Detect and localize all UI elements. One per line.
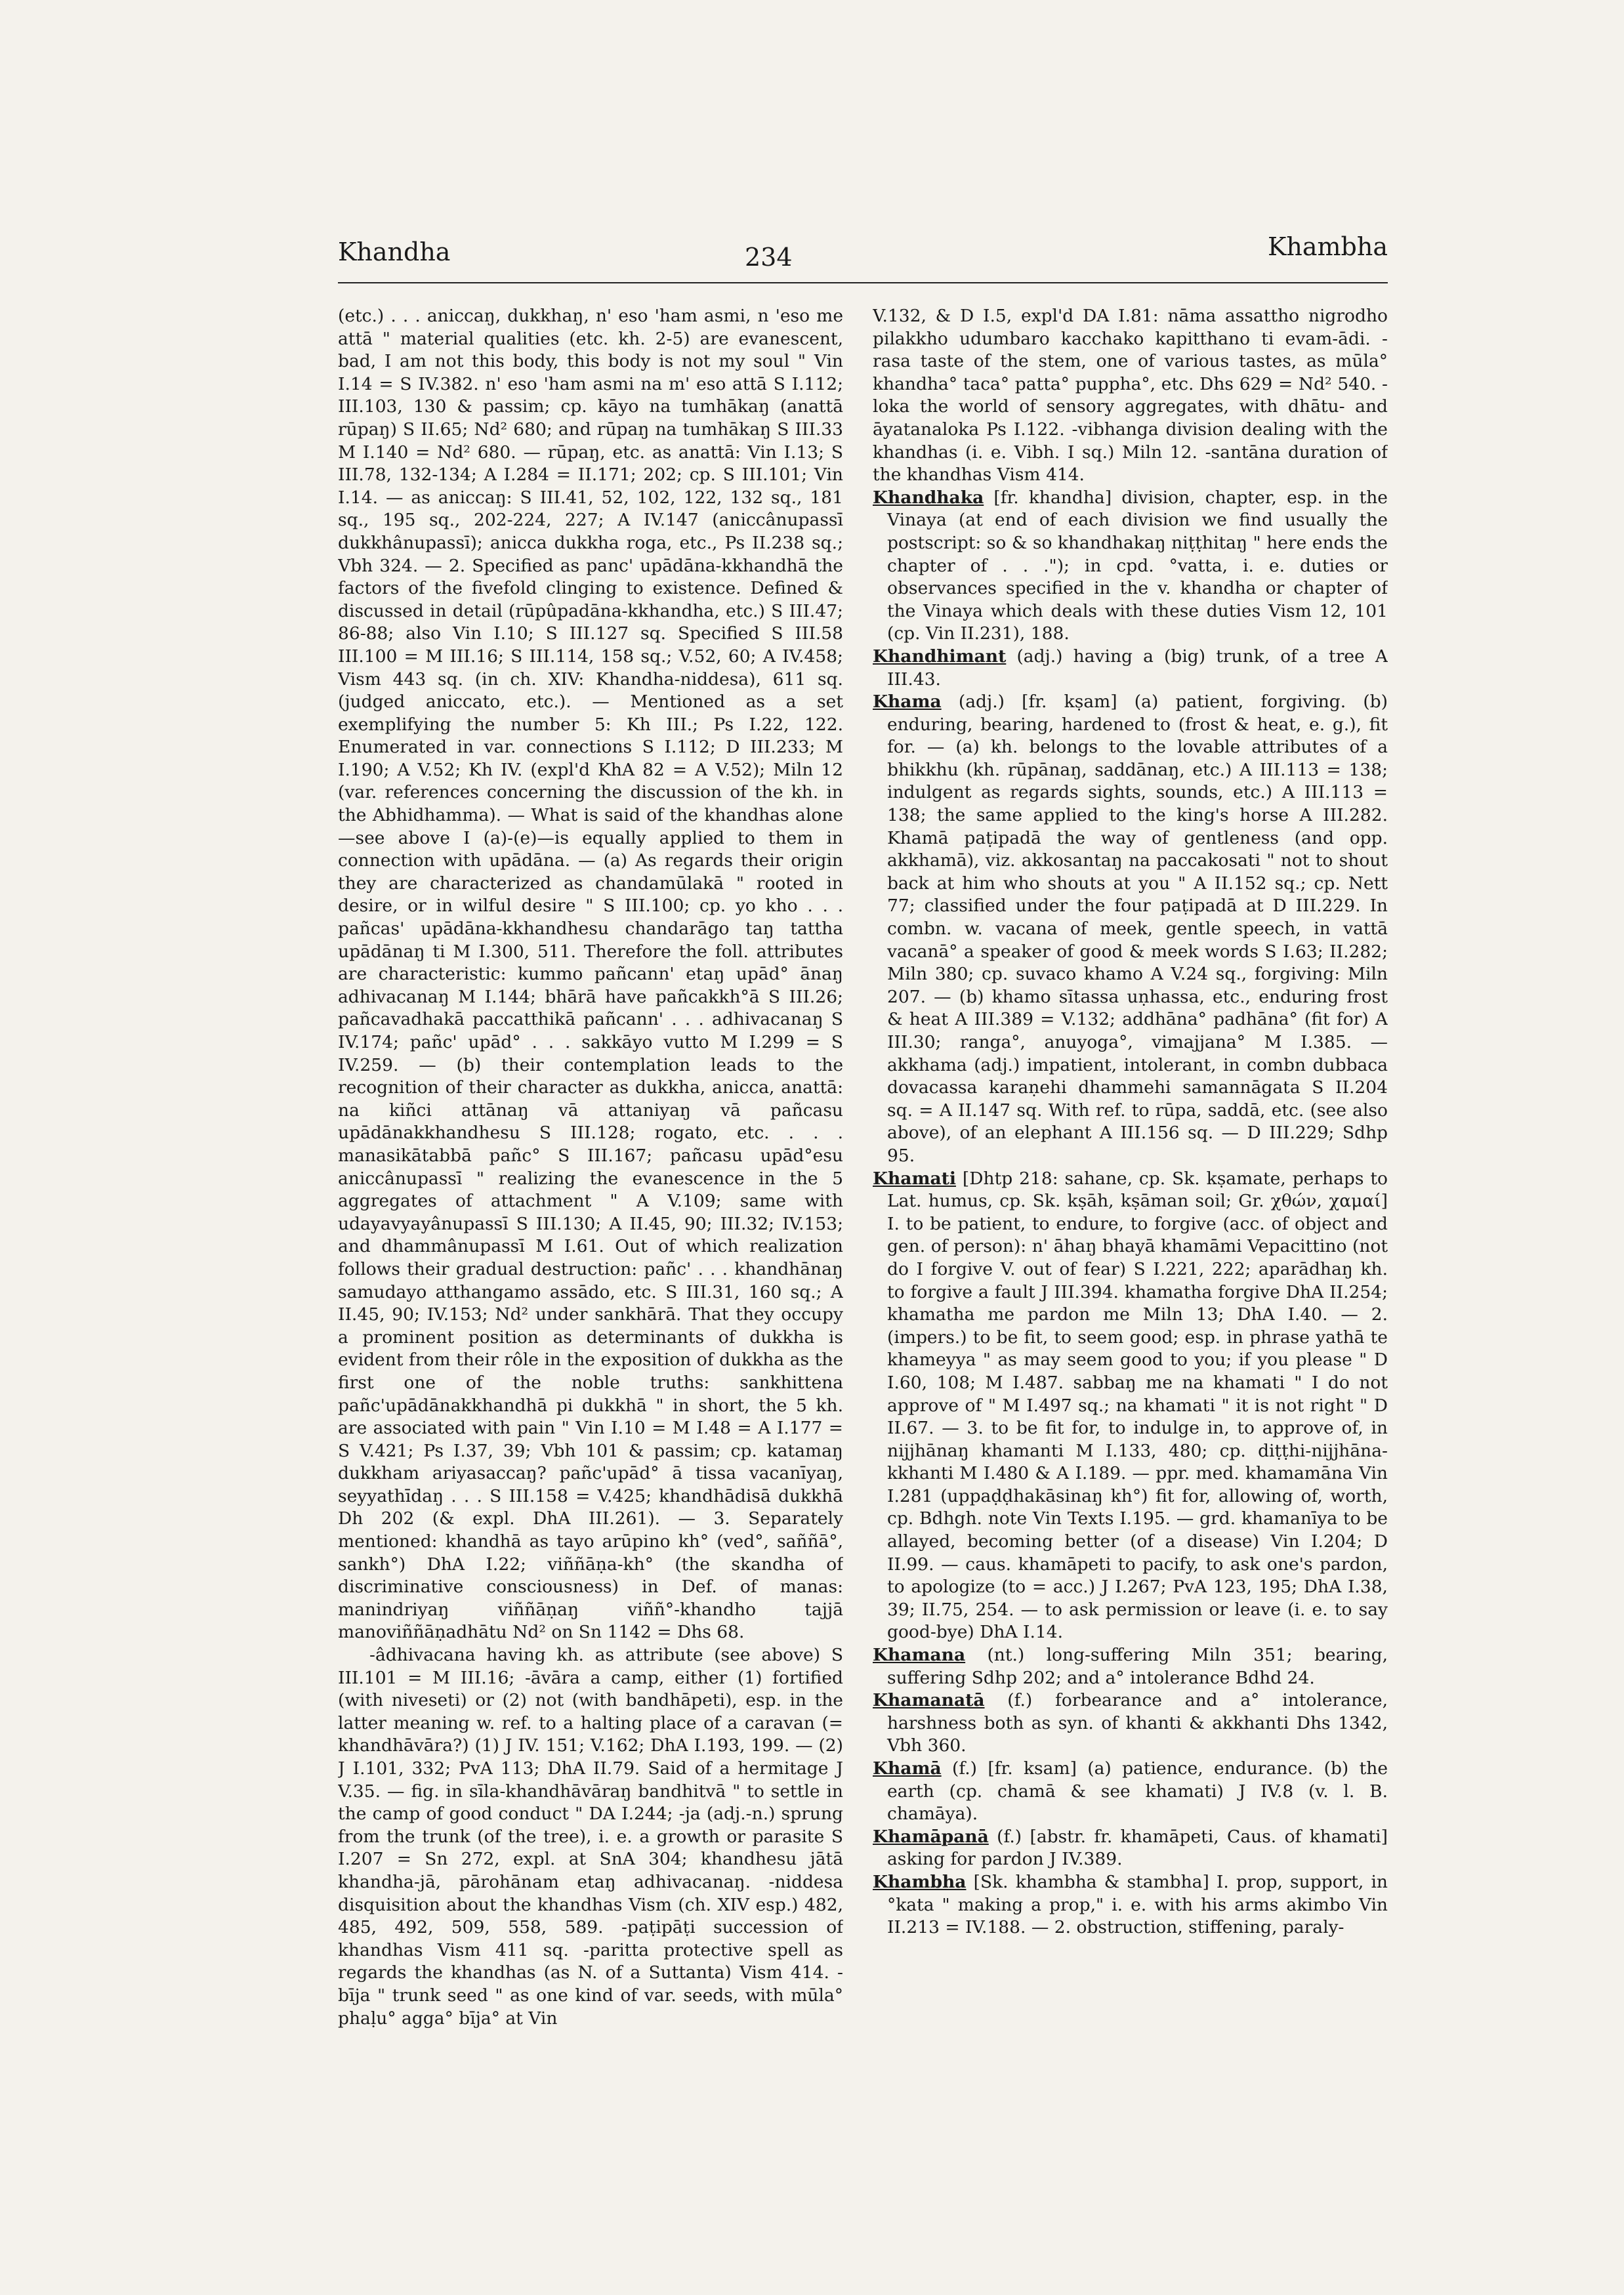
headword-khamapana: Khamāpanā (873, 1826, 989, 1847)
definition-khamanata: (f.) forbearance and a° intolerance, harshness both as syn. of khanti & akkhanti Dhs 1342, Vbh 360. (887, 1690, 1388, 1756)
header-rule (338, 282, 1388, 283)
definition-khama: (adj.) [fr. kṣam] (a) patient, forgiving. (b) enduring, bearing, hardened to (frost & heat, e. g.), fit for. — (a) kh. belongs to the lovable attributes of a bhikkhu (kh. rūpānaŋ, saddānaŋ, etc.) A III.113 = 138; indulgent as regards sights, sounds, etc.) A III.113 = 138; the same applied to the king's horse A III.282. Khamā paṭipadā the way of gentleness (and opp. akkhamā), viz. akkosantaŋ na paccakosati " not to shout back at him who shouts at you " A II.152 sq.; cp. Nett 77; classified under the four paṭipadā at D III.229. In combn. w. vacana of meek, gentle speech, in vattā vacanā° a speaker of good & meek words S I.63; II.282; Miln 380; cp. suvaco khamo A V.24 sq., forgiving: Miln 207. — (b) khamo sītassa uṇhassa, etc., enduring frost & heat A III.389 = V.132; addhāna° padhāna° (fit for) A III.30; ranga°, anuyoga°, vimajjana° M I.385. — akkhama (adj.) impatient, intolerant, in combn dubbaca dovacassa karaṇehi dhammehi samannāgata S II.204 sq. = A II.147 sq. With ref. to rūpa, saddā, etc. (see also above), of an elephant A III.156 sq. — D III.229; Sdhp 95. (887, 692, 1388, 1166)
headword-khambha: Khambha (873, 1871, 967, 1892)
right-column (873, 305, 1388, 2247)
right-running-head: Khambha (1267, 232, 1388, 261)
entry-khamanata (873, 1689, 1388, 1758)
definition-khandhimant: (adj.) having a (big) trunk, of a tree A III.43. (887, 646, 1388, 690)
compounds-continuation: V.132, & D I.5, expl'd DA I.81: nāma assattho nigrodho pilakkho udumbaro kacchako kapitthano ti evam-ādi. -rasa taste of the stem, one of various tastes, as mūla° khandha° taca° patta° puppha°, etc. Dhs 629 = Nd² 540. -loka the world of sensory aggregates, with dhātu- and āyatanaloka Ps I.122. -vibhanga division dealing with the khandhas (i. e. Vibh. I sq.) Miln 12. -santāna duration of the khandhas Vism 414. (873, 306, 1388, 486)
entry-khama (873, 691, 1388, 1167)
entry-khama-f (873, 1758, 1388, 1826)
definition-khamana: (nt.) long-suffering Miln 351; bearing, suffering Sdhp 202; and a° intolerance Bdhd 24. (887, 1645, 1388, 1688)
definition-khamapana: (f.) [abstr. fr. khamāpeti, Caus. of khamati] asking for pardon J IV.389. (887, 1826, 1388, 1870)
headword-khamati: Khamati (873, 1168, 956, 1189)
definition-khamati: [Dhtp 218: sahane, cp. Sk. kṣamate, perhaps to Lat. humus, cp. Sk. kṣāh, kṣāman soil; Gr. χθών, χαμαί] I. to be patient, to endure, to forgive (acc. of object and gen. of person): n' āhaŋ bhayā khamāmi Vepacittino (not do I forgive V. out of fear) S I.221, 222; aparādhaŋ kh. to forgive a fault J III.394. khamatha forgive DhA II.254; khamatha me pardon me Miln 13; DhA I.40. — 2. (impers.) to be fit, to seem good; esp. in phrase yathā te khameyya " as may seem good to you; if you please " D I.60, 108; M I.487. sabbaŋ me na khamati " I do not approve of " M I.497 sq.; na khamati " it is not right " D II.67. — 3. to be fit for, to indulge in, to approve of, in nijjhānaŋ khamanti M I.133, 480; cp. diṭṭhi-nijjhāna-kkhanti M I.480 & A I.189. — ppr. med. khamamāna Vin I.281 (uppaḍḍhakāsinaŋ kh°) fit for, allowing of, worth, cp. Bdhgh. note Vin Texts I.195. — grd. khamanīya to be allayed, becoming better (of a disease) Vin I.204; D II.99. — caus. khamāpeti to pacify, to ask one's pardon, to apologize (to = acc.) J I.267; PvA 123, 195; DhA I.38, 39; II.75, 254. — to ask permission or leave (i. e. to say good-bye) DhA I.14. (887, 1168, 1388, 1643)
entry-khamati (873, 1168, 1388, 1644)
definition-khambha: [Sk. khambha & stambha] I. prop, support, in °kata " making a prop," i. e. with his arms akimbo Vin II.213 = IV.188. — 2. obstruction, stiffening, paraly- (887, 1871, 1388, 1938)
page-number: 234 (745, 243, 793, 272)
khandha-compounds: -âdhivacana having kh. as attribute (see above) S III.101 = M III.16; -āvāra a camp, either (1) fortified (with niveseti) or (2) not (with bandhāpeti), esp. in the latter meaning w. ref. to a halting place of a caravan (= khandhāvāra?) (1) J IV. 151; V.162; DhA I.193, 199. — (2) J I.101, 332; PvA 113; DhA II.79. Said of a hermitage J V.35. — fig. in sīla-khandhāvāraŋ bandhitvā " to settle in the camp of good conduct " DA I.244; -ja (adj.-n.) sprung from the trunk (of the tree), i. e. a growth or parasite S I.207 = Sn 272, expl. at SnA 304; khandhesu jātā khandha-jā, pārohānam etaŋ adhivacanaŋ. -niddesa disquisition about the khandhas Vism (ch. XIV esp.) 482, 485, 492, 509, 558, 589. -paṭipāṭi succession of khandhas Vism 411 sq. -paritta protective spell as regards the khandhas (as N. of a Suttanta) Vism 414. -bīja " trunk seed " as one kind of var. seeds, with mūla° phaḷu° agga° bīja° at Vin (338, 1645, 843, 2029)
headword-khandhaka: Khandhaka (873, 487, 984, 508)
definition-khandhaka: [fr. khandha] division, chapter, esp. in the Vinaya (at end of each division we find usually the postscript: so & so khandhakaŋ niṭṭhitaŋ " here ends the chapter of . . ."); in cpd. °vatta, i. e. duties or observances specified in the v. khandha or chapter of the Vinaya which deals with these duties Vism 12, 101 (cp. Vin II.231), 188. (887, 487, 1388, 644)
left-column (338, 305, 843, 2247)
headword-khama-f: Khamā (873, 1758, 942, 1779)
entry-khamapana (873, 1826, 1388, 1871)
definition-khama-f: (f.) [fr. ksam] (a) patience, endurance. (b) the earth (cp. chamā & see khamati) J IV.8 (v. l. B. chamāya). (887, 1758, 1388, 1825)
left-running-head: Khandha (338, 238, 451, 266)
headword-khamana: Khamana (873, 1645, 966, 1666)
entry-khambha (873, 1871, 1388, 1939)
entry-khandhimant (873, 646, 1388, 691)
entry-khamana (873, 1644, 1388, 1689)
headword-khama: Khama (873, 692, 942, 713)
entry-khandhaka (873, 487, 1388, 646)
headword-khamanata: Khamanatā (873, 1690, 985, 1711)
khandha-continuation: (etc.) . . . aniccaŋ, dukkhaŋ, n' eso 'ham asmi, n 'eso me attā " material qualities (etc. kh. 2-5) are evanescent, bad, I am not this body, this body is not my soul " Vin I.14 = S IV.382. n' eso 'ham asmi na m' eso attā S I.112; III.103, 130 & passim; cp. kāyo na tumhākaŋ (anattā rūpaŋ) S II.65; Nd² 680; and rūpaŋ na tumhākaŋ S III.33 M I.140 = Nd² 680. — rūpaŋ, etc. as anattā: Vin I.13; S III.78, 132-134; A I.284 = II.171; 202; cp. S III.101; Vin I.14. — as aniccaŋ: S III.41, 52, 102, 122, 132 sq., 181 sq., 195 sq., 202-224, 227; A IV.147 (aniccânupassī dukkhânupassī); anicca dukkha roga, etc., Ps II.238 sq.; Vbh 324. — 2. Specified as panc' upādāna-kkhandhā the factors of the fivefold clinging to existence. Defined & discussed in detail (rūpûpadāna-kkhandha, etc.) S III.47; 86-88; also Vin I.10; S III.127 sq. Specified S III.58 III.100 = M III.16; S III.114, 158 sq.; V.52, 60; A IV.458; Vism 443 sq. (in ch. XIV: Khandha-niddesa), 611 sq. (judged aniccato, etc.). — Mentioned as a set exemplifying the number 5: Kh III.; Ps I.22, 122. Enumerated in var. connections S I.112; D III.233; M I.190; A V.52; Kh IV. (expl'd KhA 82 = A V.52); Miln 12 (var. references concerning the discussion of the kh. in the Abhidhamma). — What is said of the khandhas alone—see above I (a)-(e)—is equally applied to them in connection with upādāna. — (a) As regards their origin they are characterized as chandamūlakā " rooted in desire, or in wilful desire " S III.100; cp. yo kho . . . pañcas' upādāna-kkhandhesu chandarāgo taŋ tattha upādānaŋ ti M I.300, 511. Therefore the foll. attributes are characteristic: kummo pañcann' etaŋ upād° ānaŋ adhivacanaŋ M I.144; bhārā have pañcakkh°ā S III.26; pañcavadhakā paccatthikā pañcann' . . . adhivacanaŋ S IV.174; pañc' upād° . . . sakkāyo vutto M I.299 = S IV.259. — (b) their contemplation leads to the recognition of their character as dukkha, anicca, anattā: na kiñci attānaŋ vā attaniyaŋ vā pañcasu upādānakkhandhesu S III.128; rogato, etc. . . . manasikātabbā pañc° S III.167; pañcasu upād°esu aniccânupassī " realizing the evanescence in the 5 aggregates of attachment " A V.109; same with udayavyayânupassī S III.130; A II.45, 90; III.32; IV.153; and dhammânupassī M I.61. Out of which realization follows their gradual destruction: pañc' . . . khandhānaŋ samudayo atthangamo assādo, etc. S III.31, 160 sq.; A II.45, 90; IV.153; Nd² under sankhārā. That they occupy a prominent position as determinants of dukkha is evident from their rôle in the exposition of dukkha as the first one of the noble truths: sankhittena pañc'upādānakkhandhā pi dukkhā " in short, the 5 kh. are associated with pain " Vin I.10 = M I.48 = A I.177 = S V.421; Ps I.37, 39; Vbh 101 & passim; cp. katamaŋ dukkham ariyasaccaŋ? pañc'upād° ā tissa vacanīyaŋ, seyyathīdaŋ . . . S III.158 = V.425; khandhādisā dukkhā Dh 202 (& expl. DhA III.261). — 3. Separately mentioned: khandhā as tayo arūpino kh° (ved°, saññā°, sankh°) DhA I.22; viññāṇa-kh° (the skandha of discriminative consciousness) in Def. of manas: manindriyaŋ viññāṇaŋ viññ°-khandho tajjā manoviññāṇadhātu Nd² on Sn 1142 = Dhs 68. (338, 306, 843, 1643)
headword-khandhimant: Khandhimant (873, 646, 1007, 667)
